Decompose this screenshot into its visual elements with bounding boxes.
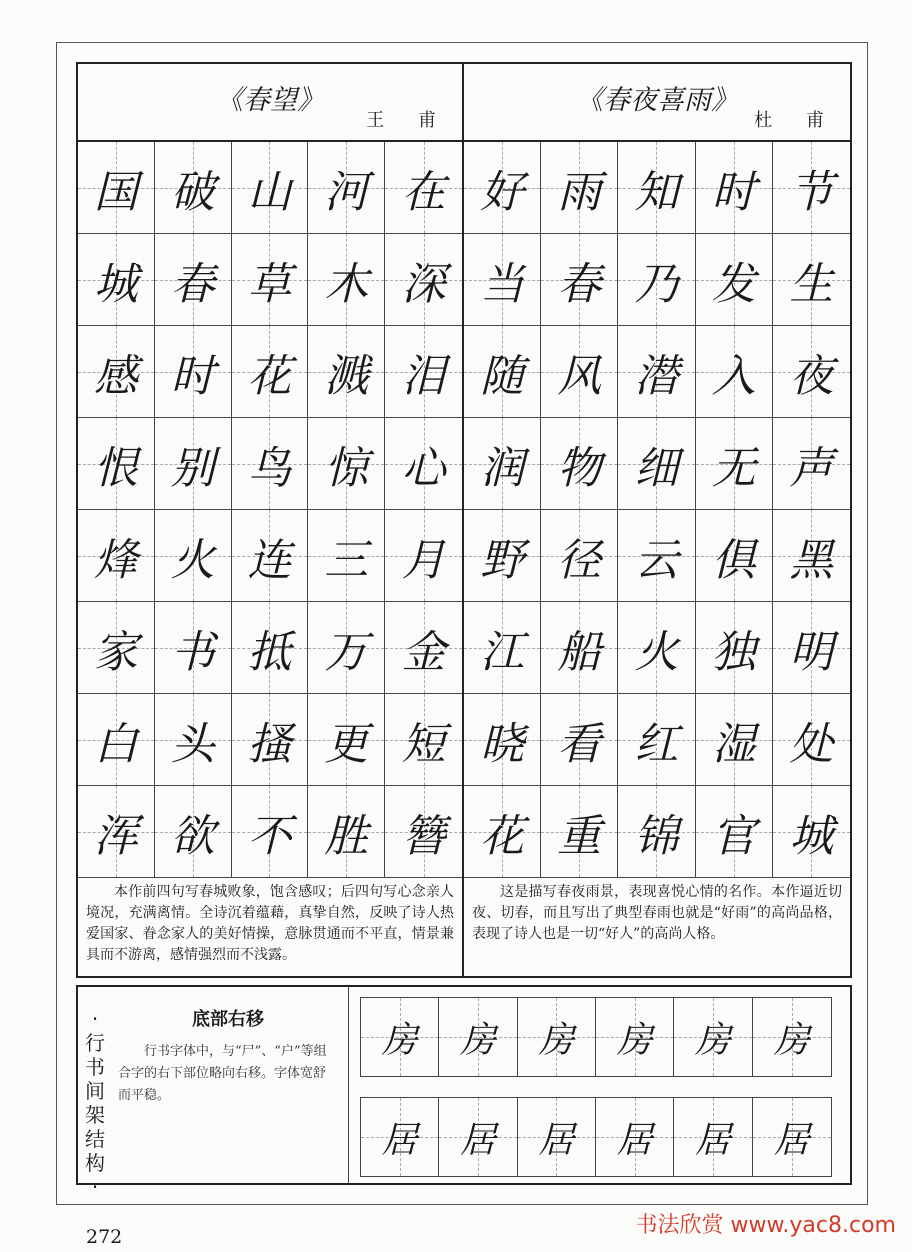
character-cell bbox=[541, 418, 618, 510]
character-cell bbox=[232, 510, 309, 602]
character-cell bbox=[155, 418, 232, 510]
character-cell bbox=[773, 418, 850, 510]
character-cell bbox=[232, 142, 309, 234]
calligraphy-character: 欲 bbox=[170, 810, 215, 862]
poem-description: 这是描写春夜雨景，表现喜悦心情的名作。本作逼近切夜、切春，而且写出了典型春雨也就是“好雨”的高尚品格，表现了诗人也是一切“好人”的高尚人格。 bbox=[472, 884, 842, 942]
character-cell bbox=[773, 510, 850, 602]
character-cell bbox=[618, 694, 695, 786]
character-cell bbox=[464, 694, 541, 786]
calligraphy-character: 时 bbox=[711, 166, 756, 218]
calligraphy-character: 簪 bbox=[401, 810, 446, 862]
calligraphy-character: 润 bbox=[480, 442, 525, 494]
calligraphy-character: 春 bbox=[557, 258, 602, 310]
calligraphy-character: 浑 bbox=[93, 810, 138, 862]
practice-cell bbox=[361, 998, 439, 1076]
calligraphy-character: 城 bbox=[789, 810, 834, 862]
character-cell bbox=[385, 142, 462, 234]
character-cell bbox=[773, 142, 850, 234]
character-cell bbox=[308, 418, 385, 510]
character-cell bbox=[232, 418, 309, 510]
calligraphy-character: 独 bbox=[711, 626, 756, 678]
character-cell bbox=[155, 786, 232, 878]
practice-character: 房 bbox=[773, 1019, 810, 1061]
calligraphy-character: 书 bbox=[170, 626, 215, 678]
character-cell bbox=[308, 142, 385, 234]
calligraphy-character: 在 bbox=[401, 166, 446, 218]
calligraphy-character: 草 bbox=[247, 258, 292, 310]
character-cell bbox=[773, 234, 850, 326]
calligraphy-character: 处 bbox=[789, 718, 834, 770]
calligraphy-character: 溅 bbox=[324, 350, 369, 402]
calligraphy-character: 国 bbox=[93, 166, 138, 218]
character-cell bbox=[385, 418, 462, 510]
character-cell bbox=[78, 694, 155, 786]
practice-character: 房 bbox=[381, 1019, 418, 1061]
practice-cell bbox=[439, 998, 517, 1076]
calligraphy-character: 细 bbox=[634, 442, 679, 494]
character-cell bbox=[618, 418, 695, 510]
calligraphy-character: 入 bbox=[711, 350, 756, 402]
character-cell bbox=[155, 326, 232, 418]
character-cell bbox=[541, 786, 618, 878]
character-cell bbox=[385, 694, 462, 786]
character-cell bbox=[155, 510, 232, 602]
character-cell bbox=[155, 234, 232, 326]
section-vertical-label: ·行书间架结构· bbox=[85, 1007, 105, 1199]
character-cell bbox=[696, 418, 773, 510]
calligraphy-character: 心 bbox=[401, 442, 446, 494]
practice-cell bbox=[596, 1098, 674, 1176]
poem-chunye-xiyu bbox=[464, 64, 850, 976]
character-cell bbox=[618, 234, 695, 326]
character-cell bbox=[232, 694, 309, 786]
character-cell bbox=[78, 602, 155, 694]
character-cell bbox=[78, 786, 155, 878]
calligraphy-character: 头 bbox=[170, 718, 215, 770]
calligraphy-character: 锦 bbox=[634, 810, 679, 862]
poem-chunwang bbox=[78, 64, 464, 976]
calligraphy-character: 惊 bbox=[324, 442, 369, 494]
practice-cell bbox=[674, 1098, 752, 1176]
character-cell bbox=[308, 602, 385, 694]
poem-author: 杜 甫 bbox=[754, 110, 838, 131]
practice-row bbox=[360, 1097, 832, 1177]
character-cell bbox=[155, 142, 232, 234]
character-cell bbox=[464, 326, 541, 418]
poems-table bbox=[76, 62, 852, 978]
calligraphy-character: 深 bbox=[401, 258, 446, 310]
character-cell bbox=[464, 786, 541, 878]
calligraphy-character: 当 bbox=[480, 258, 525, 310]
tip-text: 行书字体中，与“尸”、“户”等组合字的右下部位略向右移。字体宽舒而平稳。 bbox=[118, 1044, 327, 1103]
practice-cell bbox=[596, 998, 674, 1076]
calligraphy-character: 好 bbox=[480, 166, 525, 218]
calligraphy-character: 随 bbox=[480, 350, 525, 402]
calligraphy-character: 别 bbox=[170, 442, 215, 494]
calligraphy-character: 鸟 bbox=[247, 442, 292, 494]
character-cell bbox=[541, 326, 618, 418]
calligraphy-character: 抵 bbox=[247, 626, 292, 678]
poem-header bbox=[78, 64, 462, 142]
character-cell bbox=[385, 602, 462, 694]
practice-character: 居 bbox=[773, 1119, 810, 1161]
calligraphy-character: 晓 bbox=[480, 718, 525, 770]
calligraphy-character: 短 bbox=[401, 718, 446, 770]
calligraphy-character: 无 bbox=[711, 442, 756, 494]
character-cell bbox=[232, 786, 309, 878]
watermark: 书法欣赏 www.yac8.com bbox=[635, 1213, 896, 1238]
calligraphy-character: 花 bbox=[480, 810, 525, 862]
calligraphy-character: 破 bbox=[170, 166, 215, 218]
character-cell bbox=[308, 786, 385, 878]
character-cell bbox=[541, 142, 618, 234]
character-cell bbox=[696, 694, 773, 786]
character-cell bbox=[618, 602, 695, 694]
character-cell bbox=[308, 694, 385, 786]
calligraphy-character: 烽 bbox=[93, 534, 138, 586]
character-cell bbox=[464, 418, 541, 510]
practice-character: 房 bbox=[538, 1019, 575, 1061]
calligraphy-character: 更 bbox=[324, 718, 369, 770]
practice-row bbox=[360, 997, 832, 1077]
calligraphy-character: 江 bbox=[480, 626, 525, 678]
calligraphy-character: 白 bbox=[93, 718, 138, 770]
calligraphy-character: 恨 bbox=[93, 442, 138, 494]
character-cell bbox=[618, 786, 695, 878]
practice-character: 居 bbox=[538, 1119, 575, 1161]
poem-title: 《春夜喜雨》 bbox=[576, 85, 738, 116]
calligraphy-character: 黑 bbox=[789, 534, 834, 586]
character-cell bbox=[541, 602, 618, 694]
calligraphy-character: 夜 bbox=[789, 350, 834, 402]
character-cell bbox=[464, 234, 541, 326]
calligraphy-character: 乃 bbox=[634, 258, 679, 310]
calligraphy-character: 物 bbox=[557, 442, 602, 494]
character-cell bbox=[696, 234, 773, 326]
character-cell bbox=[155, 602, 232, 694]
calligraphy-character: 看 bbox=[557, 718, 602, 770]
character-cell bbox=[464, 510, 541, 602]
calligraphy-character: 重 bbox=[557, 810, 602, 862]
poem-author: 王 甫 bbox=[366, 110, 450, 131]
calligraphy-character: 连 bbox=[247, 534, 292, 586]
calligraphy-character: 木 bbox=[324, 258, 369, 310]
calligraphy-character: 生 bbox=[789, 258, 834, 310]
practice-character: 房 bbox=[616, 1019, 653, 1061]
calligraphy-character: 声 bbox=[789, 442, 834, 494]
practice-character: 居 bbox=[381, 1119, 418, 1161]
character-cell bbox=[773, 326, 850, 418]
calligraphy-character: 火 bbox=[170, 534, 215, 586]
practice-character: 居 bbox=[616, 1119, 653, 1161]
calligraphy-character: 官 bbox=[711, 810, 756, 862]
structure-section bbox=[76, 985, 852, 1199]
character-grid bbox=[78, 142, 462, 878]
calligraphy-character: 山 bbox=[247, 166, 292, 218]
character-grid bbox=[464, 142, 850, 878]
calligraphy-character: 发 bbox=[711, 258, 756, 310]
character-cell bbox=[618, 510, 695, 602]
practice-cell bbox=[439, 1098, 517, 1176]
calligraphy-character: 雨 bbox=[557, 166, 602, 218]
character-cell bbox=[773, 602, 850, 694]
calligraphy-character: 潜 bbox=[634, 350, 679, 402]
character-cell bbox=[78, 142, 155, 234]
calligraphy-character: 感 bbox=[93, 350, 138, 402]
calligraphy-character: 时 bbox=[170, 350, 215, 402]
character-cell bbox=[696, 142, 773, 234]
character-cell bbox=[696, 510, 773, 602]
calligraphy-character: 风 bbox=[557, 350, 602, 402]
practice-character: 房 bbox=[459, 1019, 496, 1061]
calligraphy-character: 金 bbox=[401, 626, 446, 678]
calligraphy-character: 俱 bbox=[711, 534, 756, 586]
calligraphy-character: 春 bbox=[170, 258, 215, 310]
calligraphy-character: 三 bbox=[324, 534, 369, 586]
calligraphy-character: 船 bbox=[557, 626, 602, 678]
page-number: 272 bbox=[86, 1226, 123, 1248]
calligraphy-character: 家 bbox=[93, 626, 138, 678]
character-cell bbox=[773, 694, 850, 786]
character-cell bbox=[464, 142, 541, 234]
calligraphy-character: 明 bbox=[789, 626, 834, 678]
practice-cell bbox=[674, 998, 752, 1076]
character-cell bbox=[464, 602, 541, 694]
calligraphy-character: 火 bbox=[634, 626, 679, 678]
character-cell bbox=[618, 326, 695, 418]
character-cell bbox=[385, 510, 462, 602]
poem-description: 本作前四句写春城败象，饱含感叹；后四句写心念亲人境况，充满离情。全诗沉着蕴藉，真挚自然，反映了诗人热爱国家、眷念家人的美好情操，意脉贯通而不平直，情景兼具而不游离，感情强烈而不浅露。 bbox=[86, 884, 454, 963]
practice-cell bbox=[518, 998, 596, 1076]
character-cell bbox=[155, 694, 232, 786]
calligraphy-character: 野 bbox=[480, 534, 525, 586]
calligraphy-character: 月 bbox=[401, 534, 446, 586]
calligraphy-character: 花 bbox=[247, 350, 292, 402]
calligraphy-character: 搔 bbox=[247, 718, 292, 770]
character-cell bbox=[773, 786, 850, 878]
calligraphy-character: 红 bbox=[634, 718, 679, 770]
practice-cell bbox=[753, 1098, 831, 1176]
calligraphy-character: 知 bbox=[634, 166, 679, 218]
character-cell bbox=[541, 694, 618, 786]
character-cell bbox=[385, 786, 462, 878]
calligraphy-character: 节 bbox=[789, 166, 834, 218]
character-cell bbox=[232, 602, 309, 694]
calligraphy-character: 河 bbox=[324, 166, 369, 218]
poem-header bbox=[464, 64, 850, 142]
practice-character: 居 bbox=[459, 1119, 496, 1161]
calligraphy-character: 径 bbox=[557, 534, 602, 586]
character-cell bbox=[78, 326, 155, 418]
calligraphy-character: 云 bbox=[634, 534, 679, 586]
calligraphy-character: 胜 bbox=[324, 810, 369, 862]
calligraphy-character: 城 bbox=[93, 258, 138, 310]
practice-character: 居 bbox=[694, 1119, 731, 1161]
character-cell bbox=[541, 234, 618, 326]
character-cell bbox=[696, 786, 773, 878]
character-cell bbox=[541, 510, 618, 602]
character-cell bbox=[618, 142, 695, 234]
practice-cell bbox=[361, 1098, 439, 1176]
character-cell bbox=[78, 510, 155, 602]
character-cell bbox=[385, 234, 462, 326]
character-cell bbox=[308, 510, 385, 602]
calligraphy-character: 不 bbox=[247, 810, 292, 862]
calligraphy-character: 湿 bbox=[711, 718, 756, 770]
character-cell bbox=[308, 234, 385, 326]
structure-tip bbox=[108, 987, 349, 1183]
character-cell bbox=[232, 234, 309, 326]
character-cell bbox=[232, 326, 309, 418]
practice-cell bbox=[518, 1098, 596, 1176]
poem-title: 《春望》 bbox=[216, 85, 324, 116]
calligraphy-character: 万 bbox=[324, 626, 369, 678]
character-cell bbox=[308, 326, 385, 418]
practice-cell bbox=[753, 998, 831, 1076]
character-cell bbox=[385, 326, 462, 418]
character-cell bbox=[696, 326, 773, 418]
character-cell bbox=[696, 602, 773, 694]
practice-character: 房 bbox=[694, 1019, 731, 1061]
tip-heading: 底部右移 bbox=[192, 1009, 264, 1030]
character-cell bbox=[78, 234, 155, 326]
calligraphy-character: 泪 bbox=[401, 350, 446, 402]
character-cell bbox=[78, 418, 155, 510]
